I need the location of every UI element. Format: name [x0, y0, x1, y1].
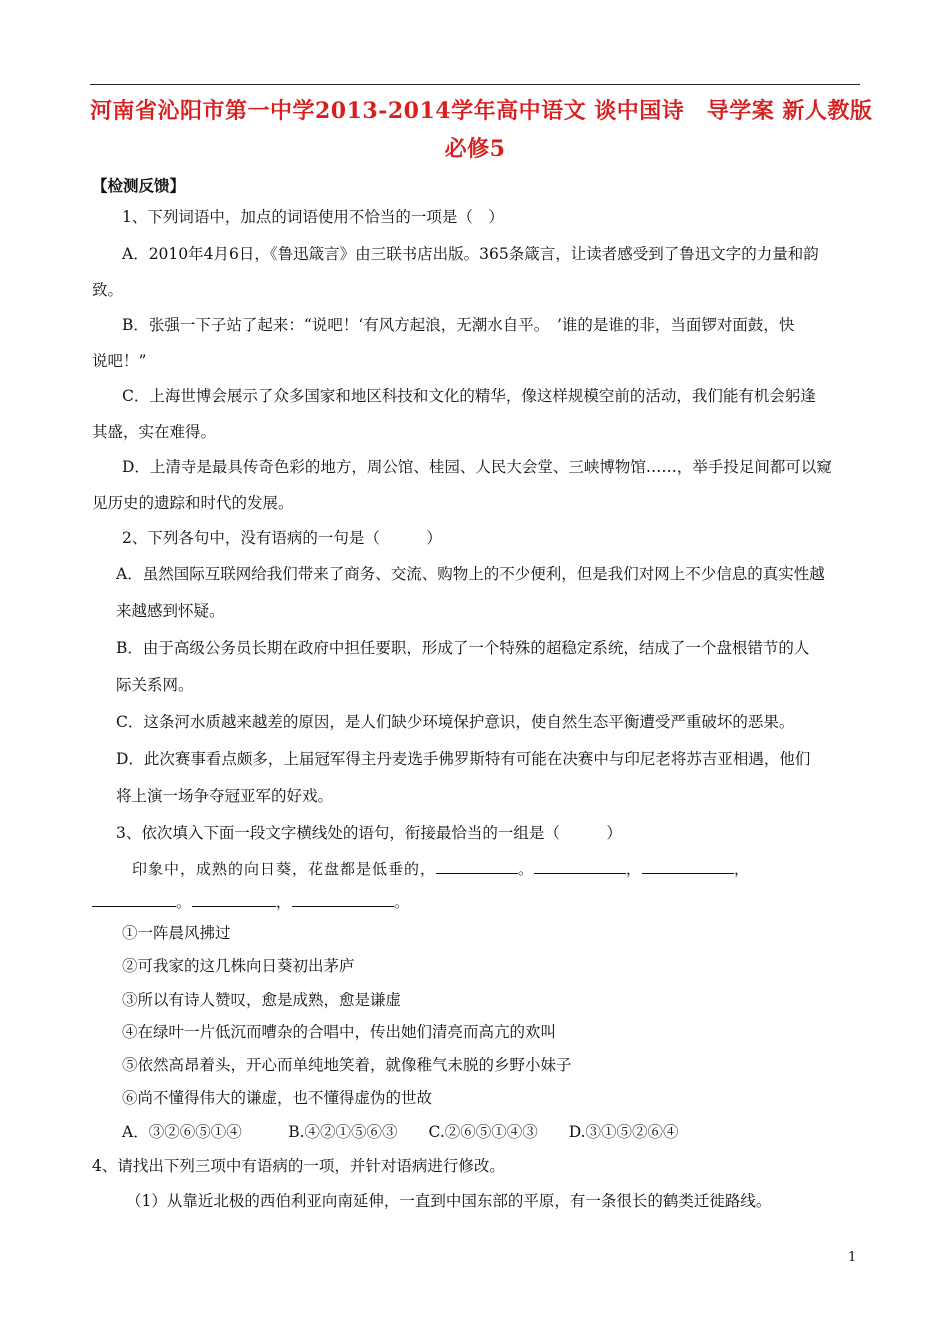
- title-line-1: 河南省沁阳市第一中学2013-2014学年高中语文 谈中国诗 导学案 新人教版: [90, 98, 873, 124]
- q3-blank-3: [642, 859, 734, 874]
- q3-blank-1: [436, 859, 518, 874]
- q2-stem: 2、下列各句中，没有语病的一句是（ ）: [122, 529, 442, 547]
- q3-options: A．③②⑥⑤①④ B.④②①⑤⑥③ C.②⑥⑤①④③ D.③①⑤②⑥④: [122, 1123, 679, 1141]
- q1-option-b-line1: B．张强一下子站了起来：“说吧！‘有风方起浪，无潮水自平。 ’谁的是谁的非，当面锣对面鼓，快: [122, 316, 795, 334]
- q4-stem: 4、请找出下列三项中有语病的一项，并针对语病进行修改。: [92, 1157, 505, 1175]
- section-heading: 【检测反馈】: [92, 176, 186, 195]
- q1-stem: 1、下列词语中，加点的词语使用不恰当的一项是（ ）: [122, 208, 504, 226]
- q1-option-a-line1: A．2010年4月6日，《鲁迅箴言》由三联书店出版。365条箴言，让读者感受到了鲁迅文字的力量和韵: [122, 245, 819, 263]
- q3-punct: 。: [176, 893, 193, 911]
- page-number: 1: [848, 1250, 857, 1265]
- q3-punct: ，: [734, 860, 751, 878]
- q2-option-b-line2: 际关系网。: [116, 676, 194, 694]
- q2-option-a-line2: 来越感到怀疑。: [116, 602, 225, 620]
- q3-item-6: ⑥尚不懂得伟大的谦虚，也不懂得虚伪的世故: [122, 1089, 433, 1107]
- q3-blank-2: [534, 859, 626, 874]
- q3-passage-line1: [132, 859, 750, 879]
- q3-item-4: ④在绿叶一片低沉而嘈杂的合唱中，传出她们清亮而高亢的欢叫: [122, 1023, 557, 1041]
- q3-stem: 3、依次填入下面一段文字横线处的语句，衔接最恰当的一组是（ ）: [116, 824, 622, 842]
- q3-punct: ，: [626, 860, 643, 878]
- title-line-2: 必修5: [444, 136, 506, 162]
- q3-item-1: ①一阵晨风拂过: [122, 924, 231, 942]
- q3-blank-5: [192, 892, 276, 907]
- document-title: [90, 92, 873, 168]
- q3-punct: 。: [518, 860, 535, 878]
- q2-option-d-line2: 将上演一场争夺冠亚军的好戏。: [116, 787, 334, 805]
- q1-option-a-line2: 致。: [92, 281, 124, 299]
- q2-option-a-line1: A．虽然国际互联网给我们带来了商务、交流、购物上的不少便利，但是我们对网上不少信息的真实性越: [116, 565, 825, 583]
- q2-option-d-line1: D．此次赛事看点颇多，上届冠军得主丹麦选手佛罗斯特有可能在决赛中与印尼老将苏吉亚相遇，他们: [116, 750, 811, 768]
- q3-item-3: ③所以有诗人赞叹，愈是成熟，愈是谦虚: [122, 991, 402, 1009]
- q3-blank-4: [92, 892, 176, 907]
- q2-option-c: C．这条河水质越来越差的原因，是人们缺少环境保护意识，使自然生态平衡遭受严重破坏的恶果。: [116, 713, 795, 731]
- q1-option-c-line2: 其盛，实在难得。: [92, 423, 217, 441]
- q3-blank-6: [292, 892, 394, 907]
- q4-sub-1: （1）从靠近北极的西伯利亚向南延伸，一直到中国东部的平原，有一条很长的鹤类迁徙路线。: [126, 1192, 772, 1210]
- q3-item-5: ⑤依然高昂着头，开心而单纯地笑着，就像稚气未脱的乡野小妹子: [122, 1056, 572, 1074]
- q1-option-d-line2: 见历史的遗踪和时代的发展。: [92, 494, 294, 512]
- q3-passage-line2: [92, 892, 410, 912]
- header-rule: [90, 84, 860, 85]
- q3-passage-text: 印象中，成熟的向日葵，花盘都是低垂的，: [132, 860, 437, 878]
- q1-option-c-line1: C．上海世博会展示了众多国家和地区科技和文化的精华，像这样规模空前的活动，我们能有机会躬逢: [122, 387, 816, 405]
- q2-option-b-line1: B．由于高级公务员长期在政府中担任要职，形成了一个特殊的超稳定系统，结成了一个盘根错节的人: [116, 639, 810, 657]
- q1-option-b-line2: 说吧！”: [92, 352, 147, 370]
- q3-item-2: ②可我家的这几株向日葵初出茅庐: [122, 957, 355, 975]
- q3-punct: ，: [276, 893, 293, 911]
- q1-option-d-line1: D．上清寺是最具传奇色彩的地方，周公馆、桂园、人民大会堂、三峡博物馆……，举手投足间都可以窥: [122, 458, 832, 476]
- q3-punct: 。: [394, 893, 411, 911]
